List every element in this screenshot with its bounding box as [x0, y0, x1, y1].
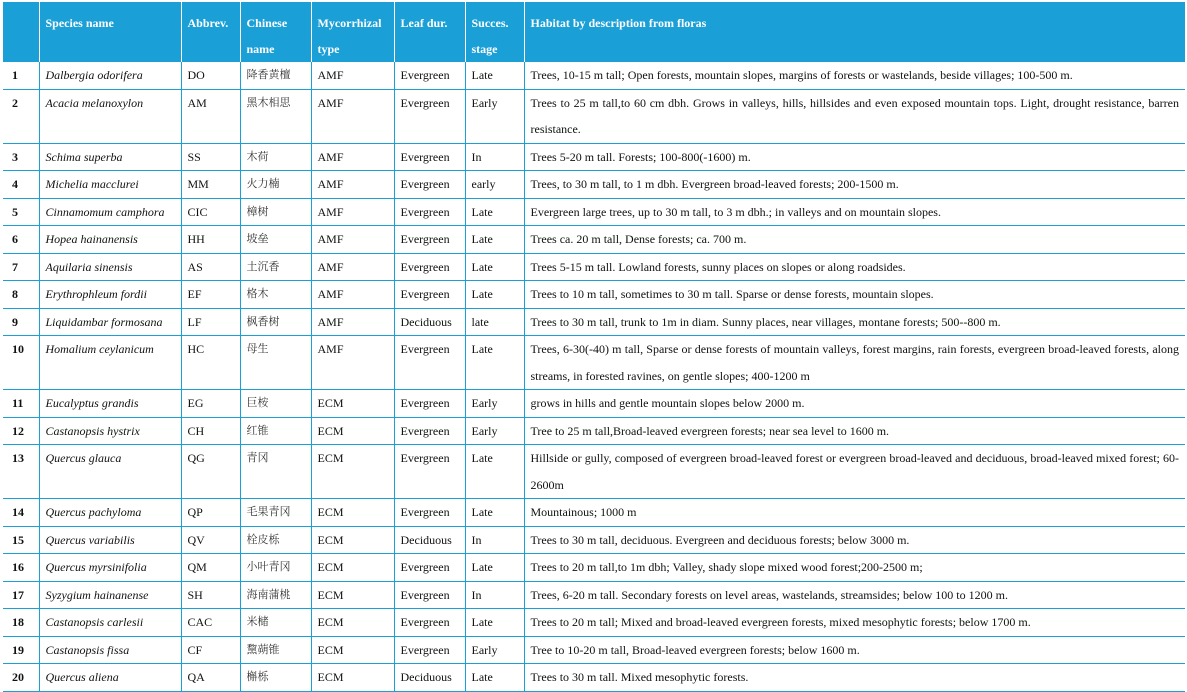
- row-number: 9: [3, 308, 39, 336]
- table-row: [3, 171, 1185, 199]
- chinese-name: 毛果青冈: [240, 499, 311, 527]
- row-number: 1: [3, 62, 39, 89]
- mycorrhizal-type: ECM: [311, 390, 394, 418]
- chinese-name: 黧蒴锥: [240, 636, 311, 664]
- habitat-description: Trees to 30 m tall. Mixed mesophytic forests.: [524, 664, 1185, 692]
- chinese-name: 枫香树: [240, 308, 311, 336]
- species-table: [3, 2, 1185, 692]
- row-number: 5: [3, 198, 39, 226]
- table-header-row: [3, 2, 1185, 62]
- leaf-duration: Evergreen: [394, 143, 465, 171]
- succession-stage: Late: [465, 445, 524, 499]
- abbrev: AS: [181, 253, 240, 281]
- habitat-description: Evergreen large trees, up to 30 m tall, to 3 m dbh.; in valleys and on mountain slopes.: [524, 198, 1185, 226]
- succession-stage: Late: [465, 198, 524, 226]
- species-name: Hopea hainanensis: [39, 226, 181, 254]
- species-name: Quercus variabilis: [39, 526, 181, 554]
- table-row: [3, 62, 1185, 89]
- leaf-duration: Deciduous: [394, 664, 465, 692]
- table-row: [3, 581, 1185, 609]
- table-row: [3, 554, 1185, 582]
- mycorrhizal-type: AMF: [311, 226, 394, 254]
- succession-stage: Late: [465, 664, 524, 692]
- header-chinese-name: Chinese name: [240, 2, 311, 62]
- leaf-duration: Evergreen: [394, 390, 465, 418]
- species-name: Castanopsis carlesii: [39, 609, 181, 637]
- mycorrhizal-type: ECM: [311, 499, 394, 527]
- succession-stage: In: [465, 581, 524, 609]
- abbrev: SH: [181, 581, 240, 609]
- mycorrhizal-type: ECM: [311, 664, 394, 692]
- table-row: [3, 336, 1185, 390]
- succession-stage: early: [465, 171, 524, 199]
- leaf-duration: Evergreen: [394, 336, 465, 390]
- abbrev: CIC: [181, 198, 240, 226]
- leaf-duration: Evergreen: [394, 62, 465, 89]
- habitat-description: Trees to 30 m tall, trunk to 1m in diam. Sunny places, near villages, montane forests; 500--800 m.: [524, 308, 1185, 336]
- succession-stage: Early: [465, 636, 524, 664]
- table-row: [3, 198, 1185, 226]
- leaf-duration: Deciduous: [394, 526, 465, 554]
- leaf-duration: Evergreen: [394, 554, 465, 582]
- chinese-name: 红锥: [240, 417, 311, 445]
- mycorrhizal-type: AMF: [311, 89, 394, 143]
- species-name: Schima superba: [39, 143, 181, 171]
- table-row: [3, 526, 1185, 554]
- habitat-description: Trees to 25 m tall,to 60 cm dbh. Grows in valleys, hills, hillsides and even exposed mountain tops. Light, drought resistance, barren resistance.: [524, 89, 1185, 143]
- row-number: 7: [3, 253, 39, 281]
- mycorrhizal-type: AMF: [311, 171, 394, 199]
- succession-stage: Late: [465, 499, 524, 527]
- row-number: 19: [3, 636, 39, 664]
- chinese-name: 坡垒: [240, 226, 311, 254]
- habitat-description: Trees to 30 m tall, deciduous. Evergreen and deciduous forests; below 3000 m.: [524, 526, 1185, 554]
- abbrev: HH: [181, 226, 240, 254]
- abbrev: CAC: [181, 609, 240, 637]
- succession-stage: In: [465, 143, 524, 171]
- succession-stage: Late: [465, 253, 524, 281]
- mycorrhizal-type: ECM: [311, 609, 394, 637]
- chinese-name: 米槠: [240, 609, 311, 637]
- species-name: Cinnamomum camphora: [39, 198, 181, 226]
- species-name: Quercus glauca: [39, 445, 181, 499]
- leaf-duration: Evergreen: [394, 171, 465, 199]
- chinese-name: 格木: [240, 281, 311, 309]
- chinese-name: 青冈: [240, 445, 311, 499]
- row-number: 8: [3, 281, 39, 309]
- leaf-duration: Evergreen: [394, 581, 465, 609]
- habitat-description: grows in hills and gentle mountain slopes below 2000 m.: [524, 390, 1185, 418]
- habitat-description: Trees 5-15 m tall. Lowland forests, sunny places on slopes or along roadsides.: [524, 253, 1185, 281]
- species-name: Acacia melanoxylon: [39, 89, 181, 143]
- abbrev: LF: [181, 308, 240, 336]
- species-name: Michelia macclurei: [39, 171, 181, 199]
- mycorrhizal-type: AMF: [311, 336, 394, 390]
- chinese-name: 樟树: [240, 198, 311, 226]
- row-number: 2: [3, 89, 39, 143]
- chinese-name: 黑木相思: [240, 89, 311, 143]
- header-species-name: Species name: [39, 2, 181, 62]
- species-name: Syzygium hainanense: [39, 581, 181, 609]
- abbrev: EG: [181, 390, 240, 418]
- succession-stage: Late: [465, 226, 524, 254]
- abbrev: QP: [181, 499, 240, 527]
- chinese-name: 土沉香: [240, 253, 311, 281]
- species-name: Aquilaria sinensis: [39, 253, 181, 281]
- chinese-name: 槲栎: [240, 664, 311, 692]
- row-number: 16: [3, 554, 39, 582]
- succession-stage: Late: [465, 609, 524, 637]
- leaf-duration: Evergreen: [394, 226, 465, 254]
- leaf-duration: Evergreen: [394, 89, 465, 143]
- leaf-duration: Evergreen: [394, 636, 465, 664]
- row-number: 6: [3, 226, 39, 254]
- habitat-description: Trees, 6-20 m tall. Secondary forests on level areas, wastelands, streamsides; below 100 to 1200 m.: [524, 581, 1185, 609]
- row-number: 20: [3, 664, 39, 692]
- leaf-duration: Evergreen: [394, 445, 465, 499]
- abbrev: EF: [181, 281, 240, 309]
- succession-stage: In: [465, 526, 524, 554]
- species-name: Castanopsis hystrix: [39, 417, 181, 445]
- succession-stage: Early: [465, 89, 524, 143]
- habitat-description: Trees, to 30 m tall, to 1 m dbh. Evergreen broad-leaved forests; 200-1500 m.: [524, 171, 1185, 199]
- abbrev: HC: [181, 336, 240, 390]
- chinese-name: 海南蒲桃: [240, 581, 311, 609]
- abbrev: DO: [181, 62, 240, 89]
- leaf-duration: Evergreen: [394, 198, 465, 226]
- row-number: 15: [3, 526, 39, 554]
- table-row: [3, 390, 1185, 418]
- chinese-name: 母生: [240, 336, 311, 390]
- habitat-description: Trees to 10 m tall, sometimes to 30 m tall. Sparse or dense forests, mountain slopes.: [524, 281, 1185, 309]
- abbrev: QG: [181, 445, 240, 499]
- leaf-duration: Evergreen: [394, 281, 465, 309]
- habitat-description: Trees, 10-15 m tall; Open forests, mountain slopes, margins of forests or wastelands, beside villages; 100-500 m.: [524, 62, 1185, 89]
- row-number: 3: [3, 143, 39, 171]
- mycorrhizal-type: AMF: [311, 308, 394, 336]
- species-name: Liquidambar formosana: [39, 308, 181, 336]
- habitat-description: Tree to 10-20 m tall, Broad-leaved evergreen forests; below 1600 m.: [524, 636, 1185, 664]
- species-name: Castanopsis fissa: [39, 636, 181, 664]
- leaf-duration: Evergreen: [394, 609, 465, 637]
- table-row: [3, 253, 1185, 281]
- table-row: [3, 445, 1185, 499]
- succession-stage: Late: [465, 336, 524, 390]
- row-number: 10: [3, 336, 39, 390]
- leaf-duration: Evergreen: [394, 253, 465, 281]
- species-table-container: [3, 2, 1185, 692]
- mycorrhizal-type: ECM: [311, 554, 394, 582]
- table-body: [3, 62, 1185, 691]
- succession-stage: Late: [465, 554, 524, 582]
- habitat-description: Trees to 20 m tall; Mixed and broad-leaved evergreen forests, mixed mesophytic forests; below 1700 m.: [524, 609, 1185, 637]
- succession-stage: Early: [465, 390, 524, 418]
- header-succession-stage: Succes. stage: [465, 2, 524, 62]
- abbrev: MM: [181, 171, 240, 199]
- mycorrhizal-type: ECM: [311, 417, 394, 445]
- row-number: 4: [3, 171, 39, 199]
- mycorrhizal-type: AMF: [311, 198, 394, 226]
- mycorrhizal-type: AMF: [311, 62, 394, 89]
- species-name: Quercus pachyloma: [39, 499, 181, 527]
- row-number: 11: [3, 390, 39, 418]
- chinese-name: 巨桉: [240, 390, 311, 418]
- species-name: Dalbergia odorifera: [39, 62, 181, 89]
- habitat-description: Hillside or gully, composed of evergreen broad-leaved forest or evergreen broad-leaved and deciduous, broad-leaved mixed forest; 60-2600m: [524, 445, 1185, 499]
- habitat-description: Trees, 6-30(-40) m tall, Sparse or dense forests of mountain valleys, forest margins, rain forests, evergreen broad-leaved forests, along streams, in forested ravines, on gentle slopes; 400-1200 m: [524, 336, 1185, 390]
- table-row: [3, 143, 1185, 171]
- habitat-description: Trees 5-20 m tall. Forests; 100-800(-1600) m.: [524, 143, 1185, 171]
- leaf-duration: Evergreen: [394, 499, 465, 527]
- species-name: Homalium ceylanicum: [39, 336, 181, 390]
- species-name: Eucalyptus grandis: [39, 390, 181, 418]
- abbrev: QA: [181, 664, 240, 692]
- table-row: [3, 664, 1185, 692]
- row-number: 17: [3, 581, 39, 609]
- habitat-description: Tree to 25 m tall,Broad-leaved evergreen forests; near sea level to 1600 m.: [524, 417, 1185, 445]
- mycorrhizal-type: ECM: [311, 581, 394, 609]
- chinese-name: 木荷: [240, 143, 311, 171]
- table-row: [3, 636, 1185, 664]
- chinese-name: 降香黄檀: [240, 62, 311, 89]
- succession-stage: late: [465, 308, 524, 336]
- header-index: [3, 2, 39, 62]
- table-row: [3, 89, 1185, 143]
- succession-stage: Late: [465, 281, 524, 309]
- chinese-name: 火力楠: [240, 171, 311, 199]
- table-row: [3, 499, 1185, 527]
- habitat-description: Trees to 20 m tall,to 1m dbh; Valley, shady slope mixed wood forest;200-2500 m;: [524, 554, 1185, 582]
- species-name: Quercus aliena: [39, 664, 181, 692]
- row-number: 18: [3, 609, 39, 637]
- table-row: [3, 226, 1185, 254]
- row-number: 13: [3, 445, 39, 499]
- abbrev: AM: [181, 89, 240, 143]
- row-number: 12: [3, 417, 39, 445]
- mycorrhizal-type: ECM: [311, 636, 394, 664]
- table-row: [3, 417, 1185, 445]
- abbrev: QM: [181, 554, 240, 582]
- header-leaf-duration: Leaf dur.: [394, 2, 465, 62]
- header-abbrev: Abbrev.: [181, 2, 240, 62]
- mycorrhizal-type: AMF: [311, 281, 394, 309]
- mycorrhizal-type: ECM: [311, 526, 394, 554]
- header-mycorrhizal-type: Mycorrhizal type: [311, 2, 394, 62]
- chinese-name: 栓皮栎: [240, 526, 311, 554]
- chinese-name: 小叶青冈: [240, 554, 311, 582]
- species-name: Quercus myrsinifolia: [39, 554, 181, 582]
- habitat-description: Trees ca. 20 m tall, Dense forests; ca. 700 m.: [524, 226, 1185, 254]
- mycorrhizal-type: ECM: [311, 445, 394, 499]
- table-row: [3, 609, 1185, 637]
- habitat-description: Mountainous; 1000 m: [524, 499, 1185, 527]
- species-name: Erythrophleum fordii: [39, 281, 181, 309]
- succession-stage: Late: [465, 62, 524, 89]
- abbrev: CH: [181, 417, 240, 445]
- abbrev: QV: [181, 526, 240, 554]
- header-habitat: Habitat by description from floras: [524, 2, 1185, 62]
- row-number: 14: [3, 499, 39, 527]
- leaf-duration: Deciduous: [394, 308, 465, 336]
- abbrev: CF: [181, 636, 240, 664]
- succession-stage: Early: [465, 417, 524, 445]
- table-row: [3, 308, 1185, 336]
- abbrev: SS: [181, 143, 240, 171]
- mycorrhizal-type: AMF: [311, 143, 394, 171]
- leaf-duration: Evergreen: [394, 417, 465, 445]
- mycorrhizal-type: AMF: [311, 253, 394, 281]
- table-row: [3, 281, 1185, 309]
